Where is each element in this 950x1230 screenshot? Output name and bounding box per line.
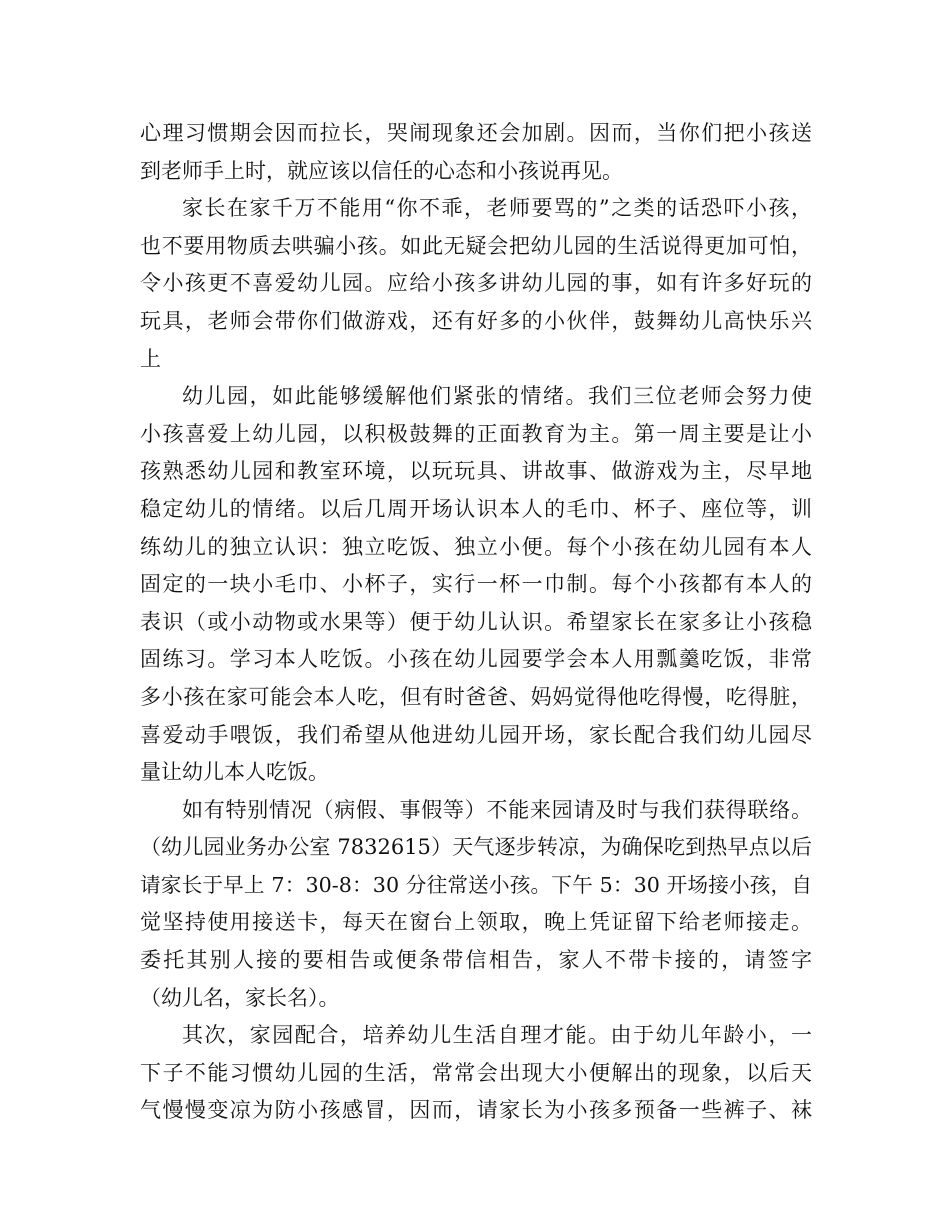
text-line: 如有特别情况（病假、事假等）不能来园请及时与我们获得联络。	[182, 797, 812, 822]
text-line: 委托其别人接的要相告或便条带信相告，家人不带卡接的，请签字	[140, 948, 812, 973]
text-line: 表识（或小动物或水果等）便于幼儿认识。希望家长在家多让小孩稳	[140, 609, 812, 634]
text-line: 量让幼儿本人吃饭。	[140, 760, 329, 785]
text-line: 令小孩更不喜爱幼儿园。应给小孩多讲幼儿园的事，如有许多好玩的	[140, 271, 812, 296]
text-line: 小孩喜爱上幼儿园，以积极鼓舞的正面教育为主。第一周主要是让小	[140, 421, 812, 446]
text-line: 气慢慢变凉为防小孩感冒，因而，请家长为小孩多预备一些裤子、袜	[140, 1098, 812, 1123]
text-line: 上	[140, 346, 161, 371]
text-line: 下子不能习惯幼儿园的生活，常常会出现大小便解出的现象，以后天	[140, 1060, 812, 1085]
text-line: 心理习惯期会因而拉长，哭闹现象还会加剧。因而，当你们把小孩送	[140, 121, 812, 145]
text-line: 幼儿园，如此能够缓解他们紧张的情绪。我们三位老师会努力使	[182, 384, 812, 409]
text-line: 也不要用物质去哄骗小孩。如此无疑会把幼儿园的生活说得更加可怕，	[140, 233, 812, 258]
text-line: 觉坚持使用接送卡，每天在窗台上领取，晚上凭证留下给老师接走。	[140, 910, 812, 935]
text-line: 稳定幼儿的情绪。以后几周开场认识本人的毛巾、杯子、座位等，训	[140, 496, 812, 521]
text-line: 练幼儿的独立认识：独立吃饭、独立小便。每个小孩在幼儿园有本人	[140, 534, 812, 559]
text-line: 玩具，老师会带你们做游戏，还有好多的小伙伴，鼓舞幼儿高快乐兴	[140, 308, 812, 333]
text-line: （幼儿园业务办公室 7832615）天气逐步转凉，为确保吃到热早点以后	[140, 835, 812, 860]
text-line: 喜爱动手喂饭，我们希望从他进幼儿园开场，家长配合我们幼儿园尽	[140, 722, 812, 747]
text-line: 固练习。学习本人吃饭。小孩在幼儿园要学会本人用瓢羹吃饭，非常	[140, 647, 812, 672]
text-line: 孩熟悉幼儿园和教室环境，以玩玩具、讲故事、做游戏为主，尽早地	[140, 459, 812, 484]
text-line: 其次，家园配合，培养幼儿生活自理才能。由于幼儿年龄小，一	[182, 1023, 812, 1048]
text-line: 请家长于早上 7：30-8：30 分往常送小孩。下午 5：30 开场接小孩，自	[140, 872, 812, 897]
document-body-text	[140, 115, 812, 1130]
text-line: 家长在家千万不能用“你不乖，老师要骂的”之类的话恐吓小孩，	[182, 196, 812, 221]
text-line: 固定的一块小毛巾、小杯子，实行一杯一巾制。每个小孩都有本人的	[140, 572, 812, 597]
text-line: 多小孩在家可能会本人吃，但有时爸爸、妈妈觉得他吃得慢，吃得脏，	[140, 684, 812, 709]
text-line: （幼儿名，家长名）。	[140, 985, 340, 1010]
text-line: 到老师手上时，就应该以信任的心态和小孩说再见。	[140, 158, 623, 183]
